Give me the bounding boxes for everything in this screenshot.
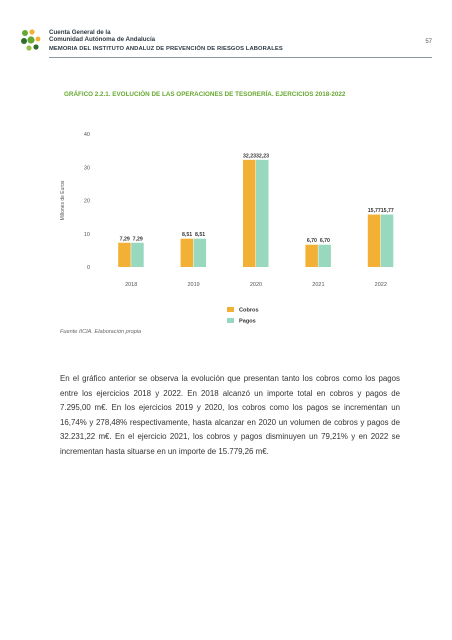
bar-pagos-2021 <box>318 245 331 267</box>
bar-pagos-2022 <box>381 215 394 267</box>
bar-pagos-2019 <box>194 239 207 267</box>
y-tick-label: 30 <box>83 165 90 172</box>
legend-label: Cobros <box>239 307 259 314</box>
data-label: 32,23 <box>256 153 269 160</box>
x-tick-label: 2019 <box>187 282 200 288</box>
bar-cobros-2020 <box>243 160 256 267</box>
page-number: 57 <box>425 39 432 45</box>
bar-cobros-2021 <box>305 245 318 267</box>
data-label: 6,70 <box>306 238 317 245</box>
org-name-line2: Comunidad Autónoma de Andalucía <box>49 36 156 43</box>
bar-cobros-2022 <box>368 215 381 267</box>
legend-label: Pagos <box>239 318 256 325</box>
x-tick-label: 2022 <box>374 282 387 288</box>
document-section-title: MEMORIA DEL INSTITUTO ANDALUZ DE PREVENCIÓN DE RIESGOS LABORALES <box>49 46 283 52</box>
data-label: 7,29 <box>132 236 143 243</box>
data-label: 8,51 <box>182 232 193 239</box>
data-label: 7,29 <box>119 236 130 243</box>
bar-pagos-2020 <box>256 160 269 267</box>
data-label: 32,23 <box>243 153 256 160</box>
chart-title: GRÁFICO 2.2.1. EVOLUCIÓN DE LAS OPERACIONES DE TESORERÍA. EJERCICIOS 2018-2022 <box>64 91 346 98</box>
y-tick-label: 40 <box>83 132 90 138</box>
y-axis-label: Millones de Euros <box>60 180 66 221</box>
x-tick-label: 2021 <box>312 282 325 288</box>
bar-cobros-2019 <box>181 239 194 267</box>
data-label: 15,77 <box>380 208 394 215</box>
body-paragraph: En el gráfico anterior se observa la evolución que presentan tanto los cobros como los pagos entre los ejercicios 2018 y 2022. En 2018 alcanzó un importe total en cobros y pagos de 7.295,00 m€. En los ejercicios 2019 y 2020, los cobros como los pagos se incrementan un 16,74% y 278,48% respectivamente, hasta alcanzar en 2020 un volumen de cobros y pagos de 32.231,22 m€. En el ejercicio 2021, los cobros y pagos disminuyen un 79,21% y en 2022 se incrementan hasta situarse en un importe de 15.779,26 m€. <box>60 374 400 456</box>
y-tick-label: 0 <box>86 265 90 271</box>
data-label: 6,70 <box>319 238 330 245</box>
data-label: 8,51 <box>195 232 206 239</box>
x-tick-label: 2020 <box>249 282 263 288</box>
y-tick-label: 20 <box>83 198 90 205</box>
legend-swatch-pagos <box>227 318 234 323</box>
x-tick-label: 2018 <box>125 282 138 288</box>
legend-swatch-cobros <box>227 307 234 312</box>
y-tick-label: 10 <box>83 231 90 238</box>
chart-source: Fuente IICIA. Elaboración propia <box>60 329 142 335</box>
bar-cobros-2018 <box>118 243 131 267</box>
bar-pagos-2018 <box>131 243 144 267</box>
org-name-line1: Cuenta General de la <box>49 29 111 36</box>
data-label: 15,77 <box>367 208 381 215</box>
